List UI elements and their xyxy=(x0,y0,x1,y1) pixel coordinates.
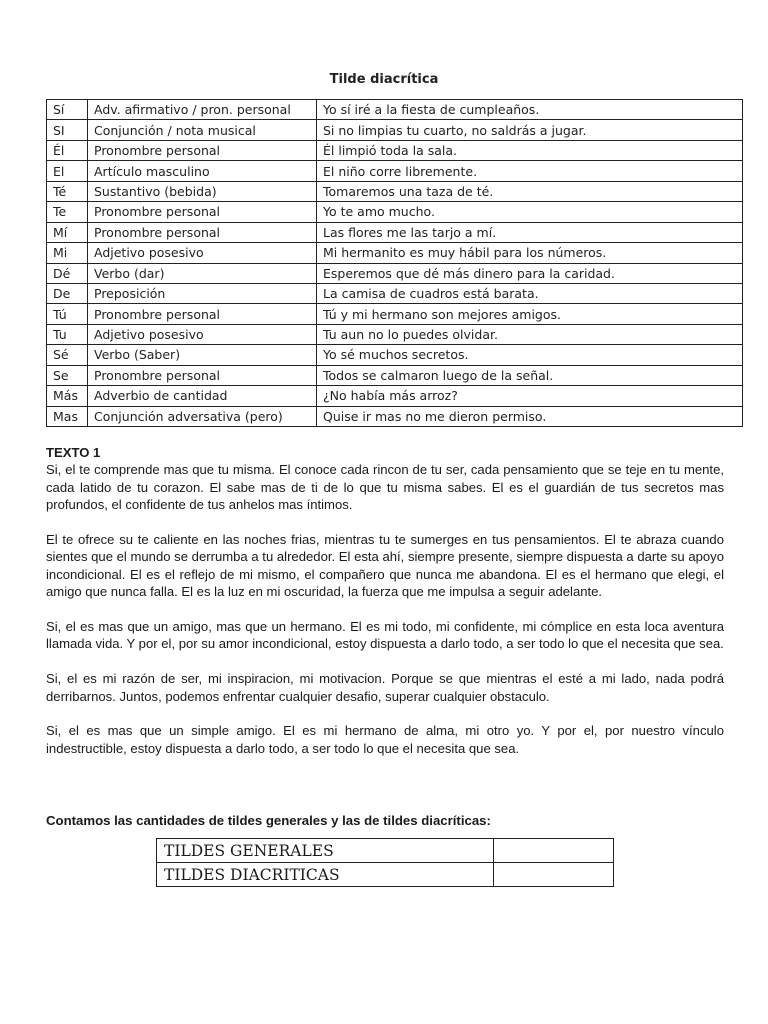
counts-row-general xyxy=(157,839,614,863)
example-cell: Esperemos que dé más dinero para la caridad. xyxy=(317,263,743,283)
example-cell: Tu aun no lo puedes olvidar. xyxy=(317,324,743,344)
texto-paragraph-2: El te ofrece su te caliente en las noches frias, mientras tu te sumerges en tus pensamientos. El te abraza cuando sientes que el mundo se derrumba a tu alrededor. El esta ahí, siempre presente, siempre dispuesta a darte su apoyo incondicional. El es el reflejo de mi mismo, el compañero que nunca me abandona. El es el hermano que elegi, el amigo que nunca falla. El es la luz en mi oscuridad, la fuerza que me impulsa a seguir adelante. xyxy=(46,532,724,600)
diacritic-accents-label: TILDES DIACRITICAS xyxy=(157,863,494,887)
category-cell: Pronombre personal xyxy=(88,202,317,222)
word-cell: Te xyxy=(47,202,88,222)
diacritic-accents-answer-cell[interactable] xyxy=(494,863,614,887)
table-row xyxy=(47,181,743,201)
table-row xyxy=(47,120,743,140)
category-cell: Artículo masculino xyxy=(88,161,317,181)
table-row xyxy=(47,345,743,365)
table-row xyxy=(47,161,743,181)
category-cell: Conjunción adversativa (pero) xyxy=(88,406,317,426)
example-cell: Él limpió toda la sala. xyxy=(317,140,743,160)
general-accents-label: TILDES GENERALES xyxy=(157,839,494,863)
example-cell: Tomaremos una taza de té. xyxy=(317,181,743,201)
word-cell: Mi xyxy=(47,243,88,263)
category-cell: Adv. afirmativo / pron. personal xyxy=(88,100,317,120)
word-cell: Mí xyxy=(47,222,88,242)
category-cell: Adverbio de cantidad xyxy=(88,386,317,406)
table-row xyxy=(47,304,743,324)
example-cell: Yo sí iré a la fiesta de cumpleaños. xyxy=(317,100,743,120)
table-row xyxy=(47,100,743,120)
word-cell: SI xyxy=(47,120,88,140)
counts-table xyxy=(156,838,614,887)
texto-paragraph-1: Si, el te comprende mas que tu misma. El conoce cada rincon de tu ser, cada pensamiento que se teje en tu mente, cada latido de tu corazon. El sabe mas de ti de lo que tu misma sabes. El es el guardián de tus secretos mas profundos, el confidente de tus anhelos mas íntimos. xyxy=(46,462,724,513)
word-cell: Tu xyxy=(47,324,88,344)
category-cell: Pronombre personal xyxy=(88,304,317,324)
word-cell: Sé xyxy=(47,345,88,365)
example-cell: Yo sé muchos secretos. xyxy=(317,345,743,365)
word-cell: Mas xyxy=(47,406,88,426)
texto-heading: TEXTO 1 xyxy=(46,445,101,460)
word-cell: Sí xyxy=(47,100,88,120)
table-row xyxy=(47,386,743,406)
table-row xyxy=(47,406,743,426)
category-cell: Adjetivo posesivo xyxy=(88,243,317,263)
texto-paragraph-3: Si, el es mas que un amigo, mas que un hermano. El es mi todo, mi confidente, mi cómplice en esta loca aventura llamada vida. Y por el, por su amor incondicional, estoy dispuesta a darlo todo, a ser todo lo que el necesita que sea. xyxy=(46,619,724,652)
table-row xyxy=(47,202,743,222)
word-cell: Té xyxy=(47,181,88,201)
word-cell: El xyxy=(47,161,88,181)
table-row xyxy=(47,263,743,283)
count-instruction: Contamos las cantidades de tildes generales y las de tildes diacríticas: xyxy=(46,813,491,828)
texto-paragraph-5: Si, el es mas que un simple amigo. El es mi hermano de alma, mi otro yo. Y por el, por nuestro vínculo indestructible, estoy dispuesta a darlo todo, a ser todo lo que el necesita que sea. xyxy=(46,723,724,756)
texto-paragraph-4: Si, el es mi razón de ser, mi inspiracion, mi motivacion. Porque se que mientras el esté a mi lado, nada podrá derribarnos. Juntos, podemos enfrentar cualquier desafio, superar cualquier obstaculo. xyxy=(46,671,724,704)
category-cell: Conjunción / nota musical xyxy=(88,120,317,140)
category-cell: Preposición xyxy=(88,283,317,303)
table-row xyxy=(47,222,743,242)
table-row xyxy=(47,365,743,385)
counts-row-diacritic xyxy=(157,863,614,887)
example-cell: Mi hermanito es muy hábil para los números. xyxy=(317,243,743,263)
category-cell: Adjetivo posesivo xyxy=(88,324,317,344)
category-cell: Pronombre personal xyxy=(88,140,317,160)
example-cell: Quise ir mas no me dieron permiso. xyxy=(317,406,743,426)
category-cell: Verbo (Saber) xyxy=(88,345,317,365)
word-cell: De xyxy=(47,283,88,303)
table-row xyxy=(47,283,743,303)
diacritic-table xyxy=(46,99,743,427)
example-cell: Yo te amo mucho. xyxy=(317,202,743,222)
word-cell: Más xyxy=(47,386,88,406)
example-cell: El niño corre libremente. xyxy=(317,161,743,181)
word-cell: Él xyxy=(47,140,88,160)
category-cell: Pronombre personal xyxy=(88,365,317,385)
example-cell: Las flores me las tarjo a mí. xyxy=(317,222,743,242)
category-cell: Verbo (dar) xyxy=(88,263,317,283)
word-cell: Dé xyxy=(47,263,88,283)
table-row xyxy=(47,140,743,160)
example-cell: ¿No había más arroz? xyxy=(317,386,743,406)
example-cell: La camisa de cuadros está barata. xyxy=(317,283,743,303)
page-title: Tilde diacrítica xyxy=(329,72,439,87)
category-cell: Sustantivo (bebida) xyxy=(88,181,317,201)
category-cell: Pronombre personal xyxy=(88,222,317,242)
example-cell: Si no limpias tu cuarto, no saldrás a jugar. xyxy=(317,120,743,140)
word-cell: Tú xyxy=(47,304,88,324)
word-cell: Se xyxy=(47,365,88,385)
general-accents-answer-cell[interactable] xyxy=(494,839,614,863)
texto-section xyxy=(46,444,724,775)
example-cell: Tú y mi hermano son mejores amigos. xyxy=(317,304,743,324)
table-row xyxy=(47,243,743,263)
table-row xyxy=(47,324,743,344)
example-cell: Todos se calmaron luego de la señal. xyxy=(317,365,743,385)
